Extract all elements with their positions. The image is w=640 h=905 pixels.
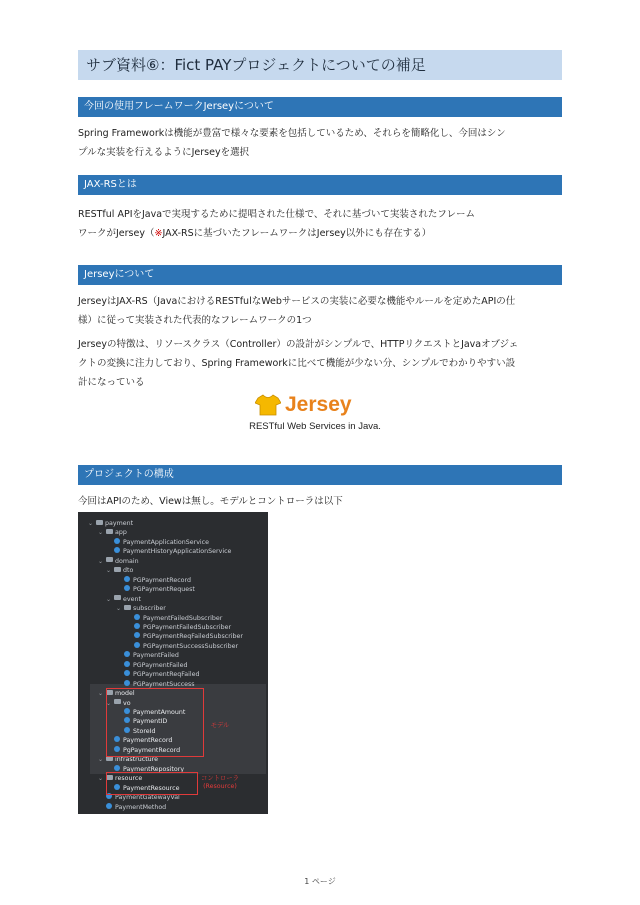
class-icon xyxy=(134,632,140,638)
tree-folder-row[interactable] xyxy=(98,528,127,538)
tree-folder-row[interactable] xyxy=(106,595,141,605)
tree-class-row[interactable] xyxy=(124,661,188,671)
class-icon xyxy=(114,547,120,553)
tree-item-label: subscriber xyxy=(133,605,166,613)
jaxrs-line-2 xyxy=(78,224,562,243)
tree-item-label: PaymentHistoryApplicationService xyxy=(123,548,232,556)
tree-item-label: PGPaymentReqFailedSubscriber xyxy=(143,633,244,641)
class-icon xyxy=(134,623,140,629)
controller-annotation-line-1: コントローラ xyxy=(201,775,239,782)
model-highlight-box xyxy=(106,688,204,757)
jersey-tagline: RESTful Web Services in Java. xyxy=(249,421,381,432)
jaxrs-line-2-prefix: ワークがJersey（ xyxy=(78,228,155,239)
tree-item-label: vo xyxy=(123,699,131,707)
jaxrs-paragraph xyxy=(78,205,562,243)
chevron-down-icon[interactable]: ⌄ xyxy=(106,595,112,603)
framework-line-1: Spring Frameworkは機能が豊富で様々な要素を包括しているため、それらを簡略化し、今回はシン xyxy=(78,128,506,139)
section-header-structure: プロジェクトの構成 xyxy=(78,465,562,485)
jersey-paragraph-2 xyxy=(78,335,562,392)
tree-item-label: PaymentFailedSubscriber xyxy=(143,614,223,622)
controller-annotation xyxy=(198,775,242,791)
chevron-down-icon[interactable]: ⌄ xyxy=(98,775,104,783)
tshirt-icon xyxy=(255,394,281,416)
controller-highlight-box xyxy=(106,772,198,795)
tree-class-row[interactable] xyxy=(124,651,179,661)
jersey-p1-line-1: JerseyはJAX-RS（JavaにおけるRESTfulなWebサービスの実装に必要な機能やルールを定めたAPIの仕 xyxy=(78,296,516,307)
folder-icon xyxy=(106,529,113,534)
class-icon xyxy=(124,585,130,591)
class-icon xyxy=(124,576,130,582)
chevron-down-icon[interactable]: ⌄ xyxy=(98,690,104,698)
structure-paragraph xyxy=(78,492,562,511)
class-icon xyxy=(106,803,112,809)
reference-mark: ※ xyxy=(154,228,163,239)
tree-item-label: PaymentID xyxy=(133,718,168,726)
tree-class-row[interactable] xyxy=(124,670,199,680)
tree-item-label: app xyxy=(115,529,127,537)
tree-item-label: PaymentFailed xyxy=(133,652,179,660)
tree-item-label: PaymentResource xyxy=(123,784,180,792)
tree-folder-row[interactable] xyxy=(98,557,139,567)
framework-line-2: プルな実装を行えるようにJerseyを選択 xyxy=(78,147,250,158)
folder-icon xyxy=(114,595,121,600)
tree-item-label: PgPaymentRecord xyxy=(123,746,181,754)
section-header-framework: 今回の使用フレームワークJerseyについて xyxy=(78,97,562,117)
jersey-p1-line-2: 様）に従って実装された代表的なフレームワークの1つ xyxy=(78,315,312,326)
tree-item-label: infrastructure xyxy=(115,756,158,764)
class-icon xyxy=(134,642,140,648)
jersey-p2-line-2: クトの変換に注力しており、Spring Frameworkに比べて機能が少ない分、シンプルでわかりやすい設 xyxy=(78,358,516,369)
jersey-logo xyxy=(255,394,375,418)
tree-class-row[interactable] xyxy=(114,538,209,548)
page-title: サブ資料⑥：Fict PAYプロジェクトについての補足 xyxy=(78,50,562,80)
chevron-down-icon[interactable]: ⌄ xyxy=(116,605,122,613)
jersey-p2-line-3: 計になっている xyxy=(78,377,145,388)
tree-item-label: PGPaymentSuccessSubscriber xyxy=(143,642,239,650)
folder-icon xyxy=(124,605,131,610)
class-icon xyxy=(124,670,130,676)
tree-item-label: PaymentRepository xyxy=(123,765,185,773)
class-icon xyxy=(124,680,130,686)
controller-annotation-line-2: (Resource) xyxy=(203,783,237,790)
tree-item-label: event xyxy=(123,595,141,603)
tree-item-label: PaymentMethod xyxy=(115,803,167,811)
project-tree-screenshot xyxy=(78,512,268,814)
chevron-down-icon[interactable]: ⌄ xyxy=(98,529,104,537)
tree-item-label: resource xyxy=(115,775,143,783)
page-number: 1 ページ xyxy=(304,877,336,886)
jaxrs-line-1: RESTful APIをJavaで実現するために提唱された仕様で、それに基づいて実装されたフレーム xyxy=(78,209,475,220)
jersey-p2-line-1: Jerseyの特徴は、リソースクラス（Controller）の設計がシンプルで、HTTPリクエストとJavaオブジェ xyxy=(78,339,519,350)
tree-class-row[interactable] xyxy=(124,576,191,586)
tree-item-label: PGPaymentRequest xyxy=(133,586,195,594)
tree-class-row[interactable] xyxy=(106,803,166,813)
tree-item-label: dto xyxy=(123,567,134,575)
tree-item-label: PGPaymentSuccess xyxy=(133,680,195,688)
chevron-down-icon[interactable]: ⌄ xyxy=(98,756,104,764)
tree-class-row[interactable] xyxy=(134,632,243,642)
tree-folder-row[interactable] xyxy=(88,519,133,529)
chevron-down-icon[interactable]: ⌄ xyxy=(98,557,104,565)
tree-class-row[interactable] xyxy=(134,623,231,633)
tree-item-label: PGPaymentFailed xyxy=(133,661,188,669)
jersey-paragraph-1 xyxy=(78,292,562,330)
section-header-jaxrs: JAX-RSとは xyxy=(78,175,562,195)
tree-class-row[interactable] xyxy=(124,585,195,595)
class-icon xyxy=(124,661,130,667)
tree-item-label: payment xyxy=(105,520,134,527)
tree-item-label: PaymentApplicationService xyxy=(123,538,210,546)
tree-item-label: domain xyxy=(115,557,139,565)
class-icon xyxy=(114,538,120,544)
jaxrs-line-2-suffix: JAX-RSに基づいたフレームワークはJersey以外にも存在する） xyxy=(162,228,432,239)
folder-icon xyxy=(96,520,103,525)
tree-class-row[interactable] xyxy=(134,614,222,624)
class-icon xyxy=(134,614,140,620)
chevron-down-icon[interactable]: ⌄ xyxy=(106,699,112,707)
tree-class-row[interactable] xyxy=(114,547,231,557)
tree-folder-row[interactable] xyxy=(116,604,166,614)
tree-folder-row[interactable] xyxy=(106,566,133,576)
structure-line-1: 今回はAPIのため、Viewは無し。モデルとコントローラは以下 xyxy=(78,496,343,507)
tree-item-label: StoreId xyxy=(133,727,156,735)
tree-item-label: PGPaymentFailedSubscriber xyxy=(143,623,232,631)
tree-item-label: model xyxy=(115,690,135,698)
tree-item-label: PaymentGatewayVal xyxy=(115,794,180,802)
class-icon xyxy=(114,765,120,771)
chevron-down-icon[interactable]: ⌄ xyxy=(106,567,112,575)
tree-class-row[interactable] xyxy=(134,642,238,652)
folder-icon xyxy=(114,567,121,572)
jersey-logo-word: Jersey xyxy=(285,393,352,416)
tree-item-label: PaymentRecord xyxy=(123,737,173,745)
model-annotation: モデル xyxy=(210,722,230,729)
folder-icon xyxy=(106,557,113,562)
tree-item-label: PGPaymentReqFailed xyxy=(133,671,200,679)
framework-paragraph xyxy=(78,124,562,162)
chevron-down-icon[interactable]: ⌄ xyxy=(88,520,94,527)
tree-item-label: PaymentAmount xyxy=(133,709,186,716)
class-icon xyxy=(124,651,130,657)
section-header-jersey: Jerseyについて xyxy=(78,265,562,285)
tree-item-label: PGPaymentRecord xyxy=(133,576,191,584)
